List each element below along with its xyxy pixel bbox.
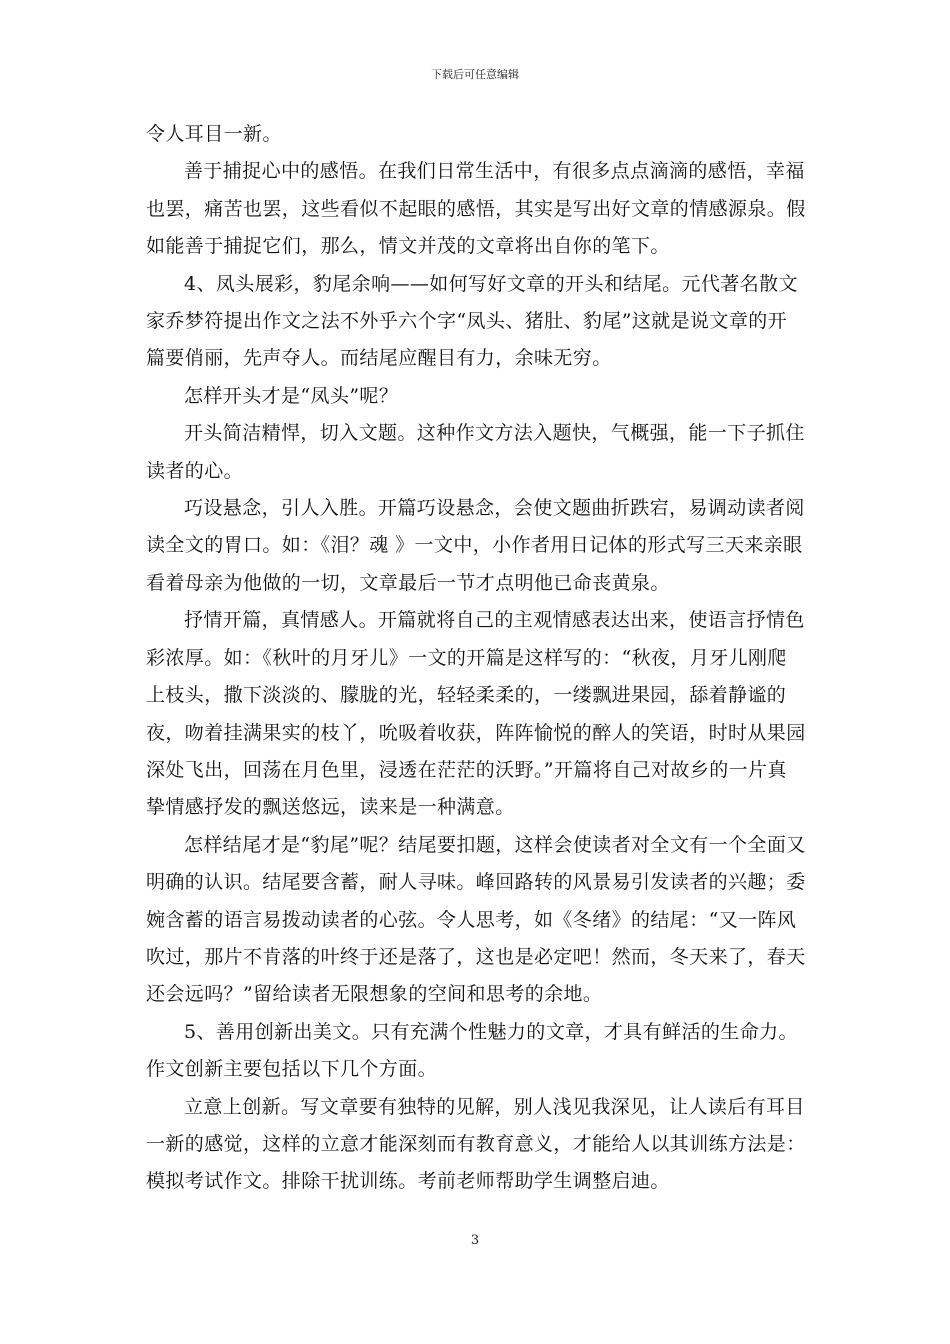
document-body bbox=[146, 116, 806, 1201]
paragraph: 令人耳目一新。 bbox=[146, 123, 282, 145]
paragraph: 立意上创新。写文章要有独特的见解，别人浅见我深见，让人读后有耳目一新的感觉，这样的立意才能深刻而有教育意义，才能给人以其训练方法是：模拟考试作文。排除干扰训练。考前老师帮助学生调整启迪。 bbox=[146, 1095, 806, 1193]
page-number: 3 bbox=[470, 1233, 480, 1248]
paragraph: 抒情开篇，真情感人。开篇就将自己的主观情感表达出来，使语言抒情色彩浓厚。如：《秋叶的月牙儿》一文的开篇是这样写的：“秋夜，月牙儿刚爬上枝头，撒下淡淡的、朦胧的光，轻轻柔柔的，一缕飘进果园，舔着静谧的夜，吻着挂满果实的枝丫，吮吸着收获，阵阵愉悦的醉人的笑语，时时从果园深处飞出，回荡在月色里，浸透在茫茫的沃野。”开篇将自己对故乡的一片真挚情感抒发的飘送悠远，读来是一种满意。 bbox=[146, 609, 806, 819]
paragraph: 怎样结尾才是“豹尾”呢？结尾要扣题，这样会使读者对全文有一个全面又明确的认识。结尾要含蓄，耐人寻味。峰回路转的风景易引发读者的兴趣；委婉含蓄的语言易拨动读者的心弦。令人思考，如《冬绪》的结尾：“又一阵风吹过，那片不肯落的叶终于还是落了，这也是必定吧！然而，冬天来了，春天还会远吗？”留给读者无限想象的空间和思考的余地。 bbox=[146, 833, 806, 1006]
paragraph: 善于捕捉心中的感悟。在我们日常生活中，有很多点点滴滴的感悟，幸福也罢，痛苦也罢，这些看似不起眼的感悟，其实是写出好文章的情感源泉。假如能善于捕捉它们，那么，情文并茂的文章将出自你的笔下。 bbox=[146, 160, 806, 258]
paragraph: 巧设悬念，引人入胜。开篇巧设悬念，会使文题曲折跌宕，易调动读者阅读全文的胃口。如：《泪？魂 》一文中，小作者用日记体的形式写三天来亲眼看着母亲为他做的一切，文章最后一节才点明他已命丧黄泉。 bbox=[146, 497, 805, 594]
paragraph: 怎样开头才是“凤头”呢？ bbox=[184, 384, 399, 407]
paragraph: 开头简洁精悍，切入文题。这种作文方法入题快，气概强，能一下子抓住读者的心。 bbox=[146, 422, 805, 482]
paragraph: 5、善用创新出美文。只有充满个性魅力的文章，才具有鲜活的生命力。作文创新主要包括以下几个方面。 bbox=[146, 1020, 798, 1081]
page-header: 下载后可任意编辑 bbox=[431, 68, 519, 81]
paragraph: 4、凤头展彩，豹尾余响——如何写好文章的开头和结尾。元代著名散文家乔梦符提出作文之法不外乎六个字“凤头、猪肚、豹尾”这就是说文章的开篇要俏丽，先声夺人。而结尾应醒目有力，余味无穷。 bbox=[146, 272, 798, 370]
